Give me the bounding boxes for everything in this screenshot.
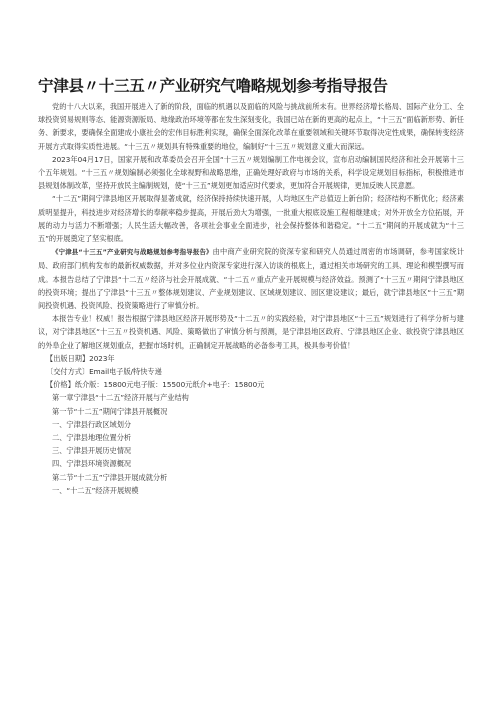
- report-title-highlight: 《宁津县“十三五”产业研究与战略规划参考指导报告》: [52, 248, 213, 257]
- paragraph-planning-meeting: 2023年04月17日，国家开展和改革委员会召开全国“十三五〃规划编制工作电视会议，宣布启动编制国民经济和社会开展第十三个五年规划。“十三五〃规划编制必须强化全球视野和战略思维，正确处理好政府与市场的关系，科学设定规划目标指标，积极推进市县规划体制改革，坚持开放民主编制规划，使“十三五”规划更加适应时代要求，更加符合开展规律，更加反映人民意愿。: [38, 154, 464, 191]
- document-title: 宁津县〃十三五〃产业研究气噜略规划参考指导报告: [38, 77, 388, 95]
- toc-item: 第二节“十二五”宁津县开展成就分析: [52, 472, 168, 482]
- toc-item: 一、“十二五”经济开展规模: [52, 485, 139, 495]
- paragraph-intro: 党的十八大以来，我国开展进入了新的阶段，面临的机遇以及面临的风险与挑战前所未有。世界经济增长格局、国际产业分工、全球投资贸易规则等态、能源资源版局、地缘政治环境等都在发生深刻变化，我国已站在新的更高的起点上，“十三五”面临新形势、新任务、新要求，要确保全面建成小康社会的宏伟目标胜利实现，确保全面深化改革在重要领域和关键环节取得决定性成果，确保转变经济开展方式取得实质性进展。“十三五〃规划具有特殊重要的地位，编制好“十三五〃规划意义重大而深远。: [38, 102, 464, 151]
- publish-date: 【出版日期】2023年: [46, 353, 115, 363]
- paragraph-report-summary: 《宁津县“十三五”产业研究与战略规划参考指导报告》由中商产业研究院的资深专家和研究人员通过周密的市场调研，参考国家统计局、政府部门机构发布的最新权威数据，并对多位业内资深专家进行深入访谈的根底上，通过相关市场研究的工具、理论和模型撰写而成。本报告总结了宁津县“十二五〃经济与社会开展成就、“十二五〃重点产业开展规模与经济效益。预测了“十三五〃期间宁津县地区的投资环境；提出了宁津县“十三五〃整体规划建议、产业规划建议、区域规划建议、园区建设建议；最后，就宁津县地区“十三五”期间投资机遇、投资风险、投资策略进行了审慎分析。: [38, 247, 464, 311]
- table-of-contents: [38, 391, 464, 497]
- paragraph-achievements: “十二五”期间宁津县地区开展取得显著成就，经济保持持续快速开展，人均地区生产总值迈上新台阶；经济结构不断优化；经济素质明显提升，科技进步对经济增长的奉献率稳步提高，开展后劲大为增强，一批重大根底设施工程相继建成；对外开放全方位拓展，开展的动力与活力不断增强；人民生活大幅改善，各项社会事业全面进步，社会保持整体和谐稳定。“十二五”期间的开展成就为“十三五”的开展奠定了坚实根底。: [38, 194, 464, 244]
- toc-item: 一、宁津县行政区域划分: [52, 419, 132, 429]
- toc-item: 四、宁津县环境资源概况: [52, 459, 132, 469]
- toc-item: 第一章宁津县“十二五”经济开展与产业结构: [52, 393, 189, 403]
- toc-item: 三、宁津县开展历史情况: [52, 446, 132, 456]
- document-body: [38, 100, 464, 497]
- delivery-method: 〔交付方式〕Email电子版/特快专递: [46, 367, 162, 377]
- toc-item: 第一节“十二五”期间宁津县开展概况: [52, 406, 168, 416]
- toc-item: 二、宁津县地理位置分析: [52, 433, 132, 443]
- price-info: 【价格】纸介版：15800元电子版：15500元纸介+电子：15800元: [46, 380, 265, 390]
- paragraph-report-value: 本报告专业！权威！报告根据宁津县地区经济开展形势及“十二五〃的实践经验，对宁津县地区“十三五”规划进行了科学分析与建议，对宁津县地区“十三五〃投资机遇、风险、策略做出了审慎分析与预测，是宁津县地区政府、宁津县地区企业、欲投资宁津县地区的外阜企业了解地区规划重点，把握市场时机，正确制定开展战略的必备参考工具，极具参考价值！: [38, 314, 464, 350]
